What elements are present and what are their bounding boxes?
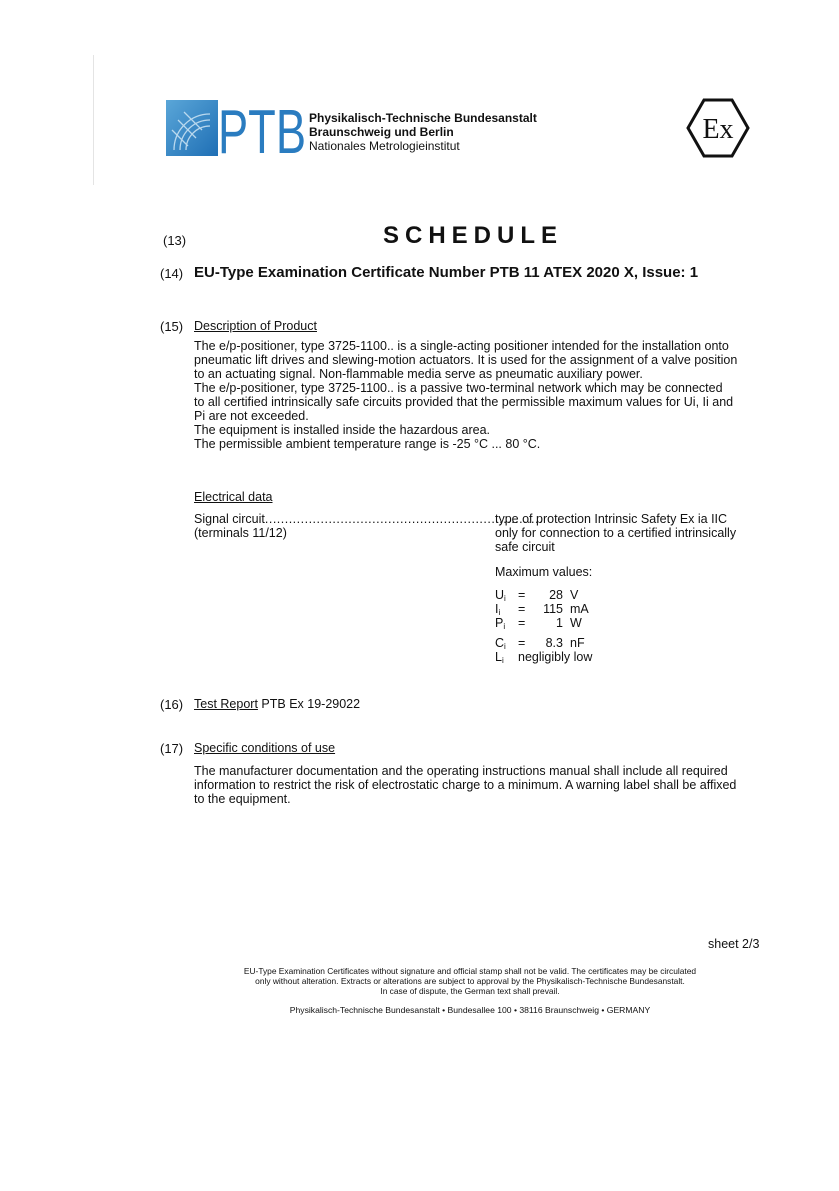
conditions-line: to the equipment. <box>194 792 291 806</box>
test-report-value: PTB Ex 19-29022 <box>261 697 361 711</box>
org-subtitle: Nationales Metrologieinstitut <box>309 139 460 153</box>
footer-notice-line: In case of dispute, the German text shall prevail. <box>380 986 560 996</box>
signal-circuit-row <box>194 512 543 526</box>
org-location: Braunschweig und Berlin <box>309 125 454 139</box>
sheet-number: sheet 2/3 <box>708 937 760 951</box>
scan-margin-line <box>93 55 94 185</box>
connection-note-1: only for connection to a certified intrinsically <box>495 526 737 540</box>
ex-hexagon-icon <box>686 98 750 158</box>
electrical-left-column <box>194 512 543 540</box>
description-line: to all certified intrinsically safe circuits provided that the permissible maximum values for Ui, Ii and <box>194 395 734 409</box>
electrical-data-heading: Electrical data <box>194 490 273 504</box>
test-report-label: Test Report <box>194 697 258 711</box>
description-text <box>194 339 754 451</box>
signal-circuit-label: Signal circuit <box>194 512 265 526</box>
section-number-16: (16) <box>160 697 184 712</box>
description-line: Pi are not exceeded. <box>194 409 309 423</box>
terminals-label: (terminals 11/12) <box>194 526 287 540</box>
footer-address: Physikalisch-Technische Bundesanstalt • Bundesallee 100 • 38116 Braunschweig • GERMANY <box>289 1005 651 1015</box>
conditions-line: The manufacturer documentation and the operating instructions manual shall include all required <box>194 764 728 778</box>
section-number-13: (13) <box>163 233 187 248</box>
protection-type: type of protection Intrinsic Safety Ex ia IIC <box>495 512 728 526</box>
footer-notice-line: only without alteration. Extracts or alterations are subject to approval by the Physikalisch-Technische Bundesanstalt. <box>255 976 685 986</box>
org-name: Physikalisch-Technische Bundesanstalt <box>309 111 537 125</box>
page-title: SCHEDULE <box>383 222 564 249</box>
section-number-17: (17) <box>160 741 184 756</box>
description-line: The e/p-positioner, type 3725-1100.. is a single-acting positioner intended for the installation onto <box>194 339 729 353</box>
conditions-text <box>194 764 754 806</box>
maximum-values-heading: Maximum values: <box>495 565 593 579</box>
description-line: The equipment is installed inside the hazardous area. <box>194 423 491 437</box>
electrical-right-column <box>495 512 755 554</box>
description-line: to an actuating signal. Non-flammable media serve as pneumatic auxiliary power. <box>194 367 643 381</box>
description-line: The e/p-positioner, type 3725-1100.. is a passive two-terminal network which may be connected <box>194 381 723 395</box>
footer-notice-line: EU-Type Examination Certificates without signature and official stamp shall not be valid. The certificates may be circulated <box>243 966 697 976</box>
ptb-logo <box>166 98 306 167</box>
conditions-line: information to restrict the risk of electrostatic charge to a minimum. A warning label shall be affixed <box>194 778 737 792</box>
test-report <box>194 697 360 711</box>
ex-symbol-text: Ex <box>702 114 734 145</box>
section-number-15: (15) <box>160 319 184 334</box>
section-number-14: (14) <box>160 266 184 281</box>
connection-note-2: safe circuit <box>495 540 555 554</box>
conditions-heading: Specific conditions of use <box>194 741 336 755</box>
footer-notice <box>150 966 790 996</box>
leader-dots: ...................................................................... <box>264 512 543 526</box>
description-heading: Description of Product <box>194 319 317 333</box>
organization-block <box>309 111 537 153</box>
ptb-logo-letters: PTB <box>218 98 306 167</box>
description-line: The permissible ambient temperature range is -25 °C ... 80 °C. <box>194 437 541 451</box>
description-line: pneumatic lift drives and slewing-motion actuators. It is used for the assignment of a valve position <box>194 353 738 367</box>
certificate-number: EU-Type Examination Certificate Number PTB 11 ATEX 2020 X, Issue: 1 <box>194 264 699 281</box>
